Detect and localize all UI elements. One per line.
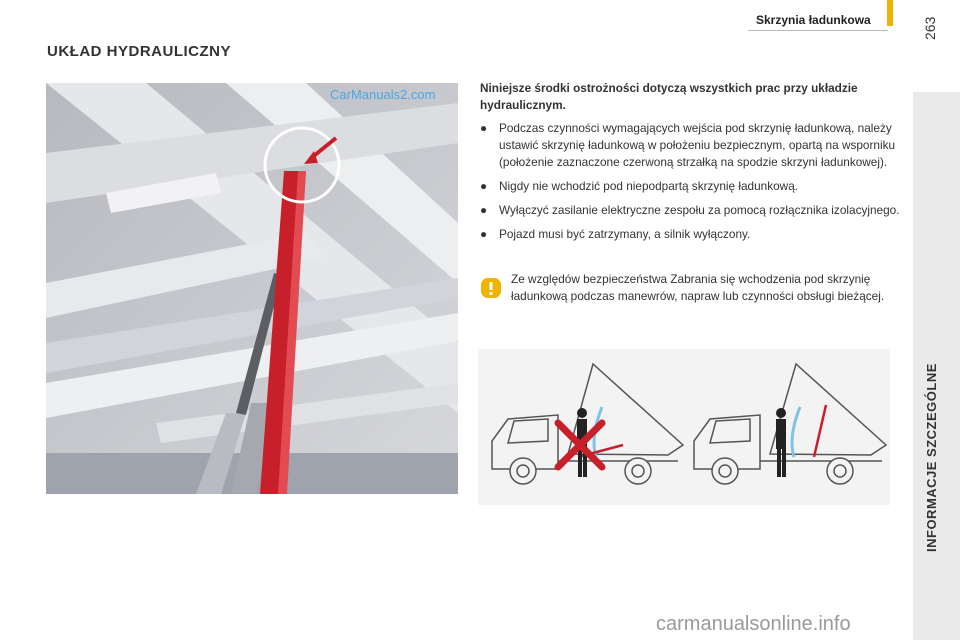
precautions-list (480, 120, 900, 243)
list-item-text: Podczas czynności wymagających wejścia pod skrzynię ładunkową, należy ustawić skrzynię ładunkową w położeniu bezpiecznym, opartą na wsporniku (położenie zaznaczone czerwoną strzałką na spodzie skrzyni ładunkowej). (499, 121, 896, 169)
tipper-safety-illustration (478, 349, 890, 505)
photo-illustration (46, 83, 458, 494)
chapter-title: Skrzynia ładunkowa (756, 13, 871, 27)
tipper-drawing (478, 349, 890, 505)
section-title: UKŁAD HYDRAULICZNY (47, 43, 231, 60)
list-item-text: Pojazd musi być zatrzymany, a silnik wyłączony. (499, 227, 751, 241)
list-item (480, 202, 900, 219)
accent-bar (887, 0, 893, 26)
bullet-icon: ● (480, 179, 488, 193)
footer-watermark: carmanualsonline.info (656, 613, 851, 635)
bullet-icon: ● (480, 121, 488, 135)
warning-text: Ze względów bezpieczeństwa Zabrania się wchodzenia pod skrzynię ładunkową podczas manewrów, napraw lub czynności obsługi bieżącej. (511, 272, 885, 303)
intro-text: Niniejsze środki ostrożności dotyczą wszystkich prac przy układzie hydraulicznym. (480, 81, 858, 112)
warning-icon (480, 277, 502, 299)
list-item (480, 178, 900, 195)
list-item (480, 120, 900, 171)
page-number: 263 (922, 16, 938, 40)
photo-watermark: CarManuals2.com (330, 87, 436, 102)
hydraulic-support-photo (46, 83, 458, 494)
list-item (480, 226, 900, 243)
list-item-text: Nigdy nie wchodzić pod niepodpartą skrzynię ładunkową. (499, 179, 799, 193)
header-divider (748, 30, 888, 31)
bullet-icon: ● (480, 227, 488, 241)
warning-note (480, 271, 900, 305)
precautions-content (480, 80, 900, 250)
list-item-text: Wyłączyć zasilanie elektryczne zespołu za pomocą rozłącznika izolacyjnego. (499, 203, 900, 217)
sidebar-section-label: INFORMACJE SZCZEGÓLNE (924, 363, 939, 552)
bullet-icon: ● (480, 203, 488, 217)
